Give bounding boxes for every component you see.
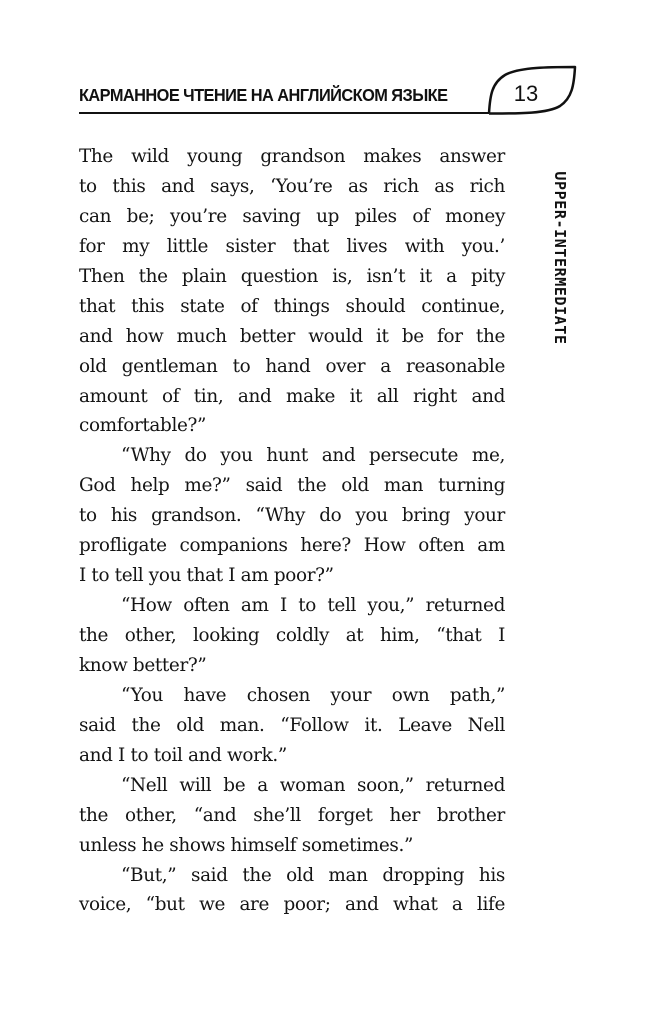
- text-line: know better?”: [79, 654, 207, 676]
- text-line: for my little sister that lives with you.’: [79, 235, 505, 257]
- text-line: profligate companions here? How often am: [79, 535, 505, 557]
- text-line: comfortable?”: [79, 415, 207, 437]
- text-line: can be; you’re saving up piles of money: [79, 205, 505, 227]
- text-line: “But,” said the old man dropping his: [121, 864, 505, 886]
- text-line: old gentleman to hand over a reasonable: [79, 355, 505, 377]
- text-line: that this state of things should continue,: [79, 295, 505, 317]
- text-line: Then the plain question is, isn’t it a pity: [79, 265, 505, 287]
- text-line: voice, “but we are poor; and what a life: [79, 894, 505, 916]
- book-series-title: КАРМАННОЕ ЧТЕНИЕ НА АНГЛИЙСКОМ ЯЗЫКЕ: [79, 85, 448, 105]
- text-line: “How often am I to tell you,” returned: [121, 595, 505, 617]
- story-text: [79, 142, 505, 920]
- text-line: to his grandson. “Why do you bring your: [79, 505, 505, 527]
- text-line: God help me?” said the old man turning: [79, 475, 505, 497]
- text-line: the other, looking coldly at him, “that I: [79, 625, 505, 646]
- text-line: amount of tin, and make it all right and: [79, 385, 505, 407]
- text-line: “Why do you hunt and persecute me,: [121, 445, 505, 467]
- page-number: 13: [513, 81, 539, 106]
- text-line: I to tell you that I am poor?”: [79, 565, 334, 587]
- text-line: and how much better would it be for the: [79, 325, 505, 347]
- text-line: the other, “and she’ll forget her brother: [79, 804, 505, 826]
- text-line: unless he shows himself sometimes.”: [79, 834, 414, 856]
- text-line: said the old man. “Follow it. Leave Nell: [79, 714, 505, 736]
- text-line: The wild young grandson makes answer: [79, 146, 505, 167]
- level-side-label: UPPER-INTERMEDIATE: [551, 171, 569, 345]
- text-line: and I to toil and work.”: [79, 744, 287, 766]
- text-line: “Nell will be a woman soon,” returned: [121, 774, 505, 796]
- page-number-tab-icon: [0, 0, 661, 140]
- text-line: to this and says, ‘You’re as rich as rich: [79, 175, 505, 197]
- text-line: “You have chosen your own path,”: [121, 684, 505, 706]
